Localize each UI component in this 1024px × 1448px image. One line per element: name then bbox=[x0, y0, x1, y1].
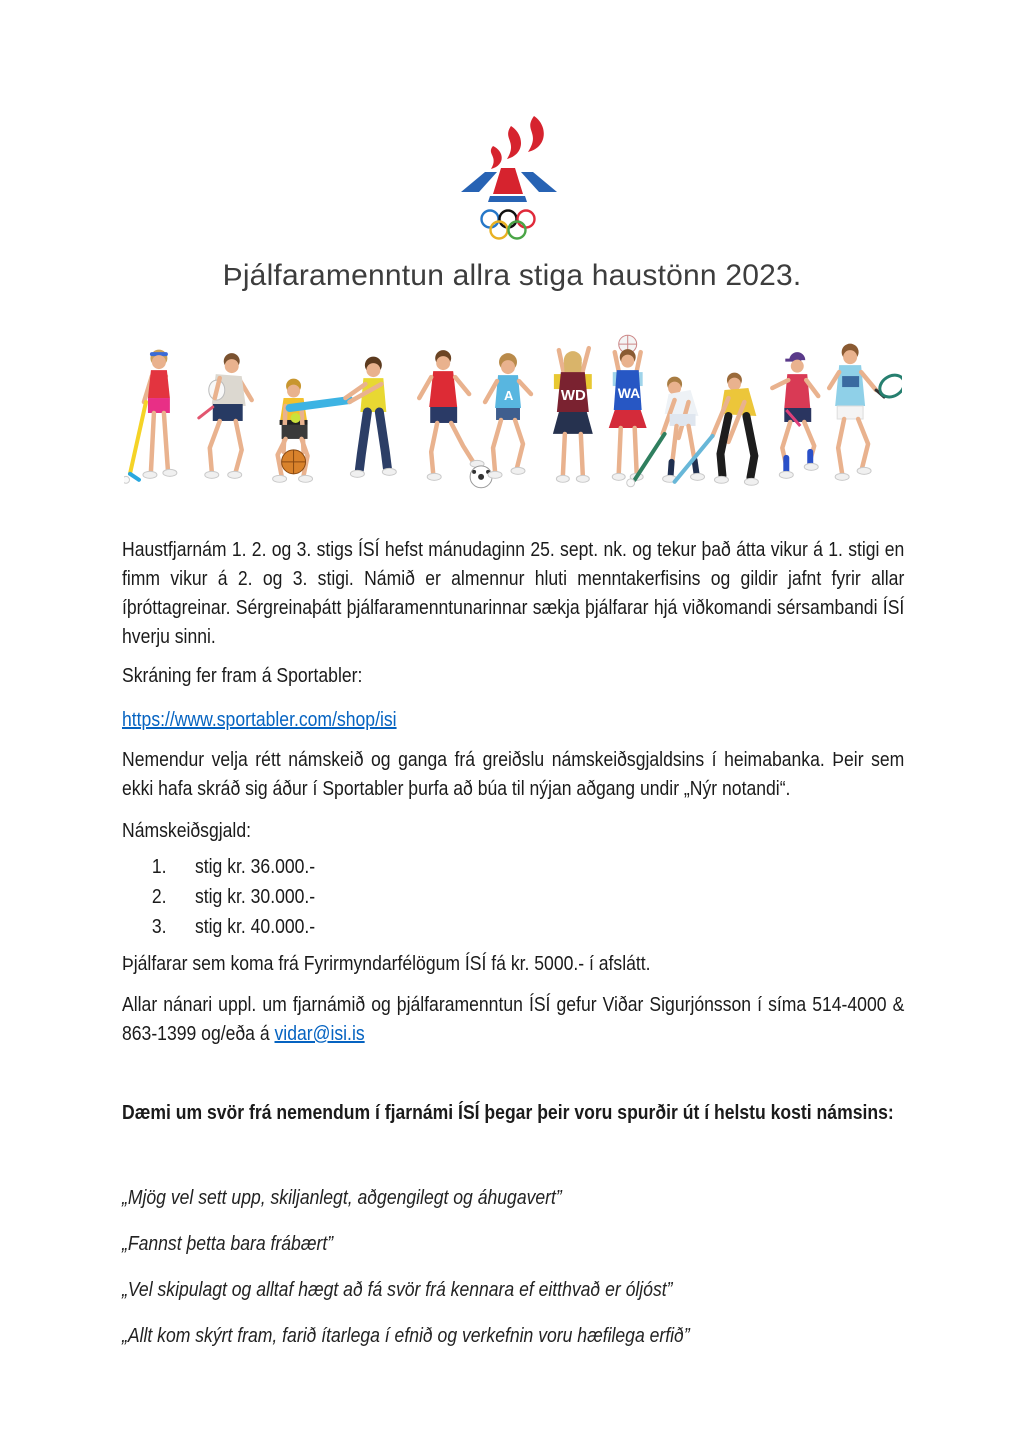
intro-paragraph: Haustfjarnám 1. 2. og 3. stigs ÍSÍ hefst mánudaginn 25. sept. nk. og tekur það átta vikur á 1. stigi en fimm vikur á 2. og 3. stigi. Námið er almennur hluti menntakerfisins og gildir jafnt fyrir allar íþróttagreinar. Sérgreinaþátt þjálfaramenntunarinnar sækja þjálfarar hjá viðkomandi sérsambandi ÍSÍ hverju sinni. bbox=[122, 539, 905, 648]
band-icon bbox=[461, 168, 557, 202]
kid-runner-red bbox=[772, 352, 818, 478]
kid-tennis bbox=[829, 344, 902, 481]
svg-text:A: A bbox=[504, 388, 514, 404]
registration-label: Skráning fer fram á Sportabler: bbox=[122, 665, 363, 687]
fee-number: 2. bbox=[151, 886, 167, 908]
email-link[interactable]: vidar@isi.is bbox=[274, 1023, 365, 1045]
kid-rugby bbox=[199, 353, 252, 478]
testimonial-quote: „Vel skipulagt og alltaf hægt að fá svör frá kennara ef eitthvað er óljóst” bbox=[122, 1279, 673, 1301]
contact-text: Allar nánari uppl. um fjarnámið og þjálfaramenntun ÍSÍ gefur Viðar Sigurjónsson í síma 514-4000 & 863-1399 og/eða á bbox=[122, 994, 905, 1045]
fee-item bbox=[122, 852, 904, 882]
kid-netball-wd bbox=[553, 348, 593, 482]
fees-list bbox=[122, 852, 904, 942]
fee-number: 3. bbox=[151, 916, 167, 938]
fee-text: stig kr. 40.000.- bbox=[194, 916, 316, 938]
discount-paragraph: Þjálfarar sem koma frá Fyrirmyndarfélögum ÍSÍ fá kr. 5000.- í afslátt. bbox=[122, 953, 651, 975]
document-body bbox=[122, 536, 1024, 1351]
olympic-rings-icon bbox=[482, 211, 535, 239]
flame-icon bbox=[491, 116, 544, 169]
sports-children-image bbox=[124, 314, 902, 504]
kid-runner-blue bbox=[485, 353, 531, 478]
contact-paragraph bbox=[122, 991, 904, 1049]
fee-item bbox=[122, 882, 904, 912]
kid-floorball bbox=[124, 350, 177, 484]
svg-text:WD: WD bbox=[560, 387, 586, 405]
sportabler-link[interactable]: https://www.sportabler.com/shop/isi bbox=[122, 709, 397, 731]
svg-text:WA: WA bbox=[617, 385, 641, 402]
fee-text: stig kr. 36.000.- bbox=[194, 856, 316, 878]
isi-olympic-logo-icon bbox=[459, 116, 565, 248]
testimonial-quote: „Fannst þetta bara frábært” bbox=[122, 1233, 334, 1255]
kid-basketball bbox=[273, 379, 313, 483]
fee-item bbox=[122, 912, 904, 942]
kid-football bbox=[419, 350, 492, 488]
fees-heading: Námskeiðsgjald: bbox=[122, 820, 251, 842]
fee-number: 1. bbox=[151, 856, 167, 878]
testimonials-heading: Dæmi um svör frá nemendum í fjarnámi ÍSÍ þegar þeir voru spurðir út í helstu kosti námsins: bbox=[122, 1102, 894, 1124]
fee-text: stig kr. 30.000.- bbox=[194, 886, 316, 908]
testimonial-quote: „Mjög vel sett upp, skiljanlegt, aðgengilegt og áhugavert” bbox=[122, 1187, 562, 1209]
testimonial-quote: „Allt kom skýrt fram, farið ítarlega í efnið og verkefnin voru hæfilega erfið” bbox=[122, 1325, 690, 1347]
kid-netball-wa bbox=[609, 335, 647, 480]
page-title: Þjálfaramenntun allra stiga haustönn 2023. bbox=[222, 259, 802, 292]
payment-paragraph: Nemendur velja rétt námskeið og ganga frá greiðslu námskeiðsgjaldsins í heimabanka. Þeir sem ekki hafa skráð sig áður í Sportabler þurfa að búa til nýjan aðgang undir „Nýr notandi“. bbox=[122, 749, 905, 800]
registration-link-line bbox=[122, 706, 904, 735]
